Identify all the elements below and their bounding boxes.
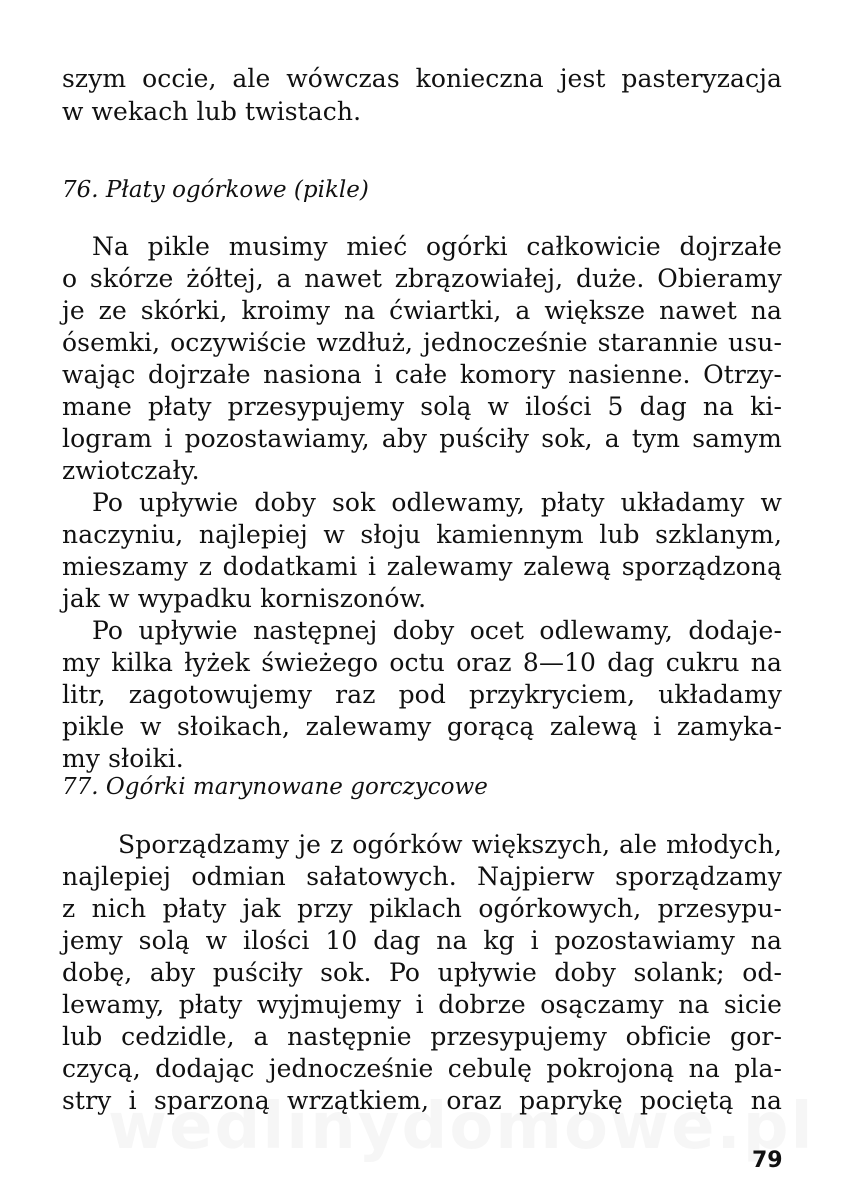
- text-line: naczyniu, najlepiej w słoju kamiennym lub szklanym,: [62, 520, 782, 549]
- text-line: czycą, dodając jednocześnie cebulę pokrojoną na pla-: [62, 1054, 782, 1083]
- page-number: 79: [752, 1148, 783, 1173]
- text-line: Po upływie doby sok odlewamy, płaty układamy w: [92, 488, 782, 517]
- text-line: jak w wypadku korniszonów.: [62, 584, 427, 613]
- text-line: zwiotczały.: [62, 456, 200, 485]
- section-heading: 76. Płaty ogórkowe (pikle): [62, 177, 369, 203]
- text-line: mane płaty przesypujemy solą w ilości 5 dag na ki-: [62, 392, 782, 421]
- text-line: je ze skórki, kroimy na ćwiartki, a większe nawet na: [62, 296, 782, 325]
- text-line: my kilka łyżek świeżego octu oraz 8—10 dag cukru na: [62, 648, 782, 677]
- text-line: lub cedzidle, a następnie przesypujemy obficie gor-: [62, 1022, 782, 1051]
- text-line: Po upływie następnej doby ocet odlewamy, dodaje-: [92, 616, 782, 645]
- text-line: ósemki, oczywiście wzdłuż, jednocześnie starannie usu-: [62, 328, 782, 357]
- text-line: Na pikle musimy mieć ogórki całkowicie dojrzałe: [92, 232, 782, 261]
- section-heading: 77. Ogórki marynowane gorczycowe: [62, 774, 488, 800]
- text-line: z nich płaty jak przy piklach ogórkowych, przesypu-: [62, 894, 782, 923]
- text-line: stry i sparzoną wrzątkiem, oraz paprykę pociętą na: [62, 1086, 782, 1115]
- text-line: Sporządzamy je z ogórków większych, ale młodych,: [118, 830, 782, 859]
- text-line: dobę, aby puściły sok. Po upływie doby solank; od-: [62, 958, 782, 987]
- text-line: logram i pozostawiamy, aby puściły sok, a tym samym: [62, 424, 782, 453]
- watermark: [108, 1090, 815, 1164]
- text-line: wając dojrzałe nasiona i całe komory nasienne. Otrzy-: [62, 360, 782, 389]
- text-line: szym occie, ale wówczas konieczna jest pasteryzacja: [62, 64, 782, 93]
- text-line: o skórze żółtej, a nawet zbrązowiałej, duże. Obieramy: [62, 264, 782, 293]
- text-line: lewamy, płaty wyjmujemy i dobrze osączamy na sicie: [62, 990, 782, 1019]
- text-line: mieszamy z dodatkami i zalewamy zalewą sporządzoną: [62, 552, 782, 581]
- text-line: najlepiej odmian sałatowych. Najpierw sporządzamy: [62, 862, 782, 891]
- text-line: my słoiki.: [62, 744, 184, 773]
- text-line: pikle w słoikach, zalewamy gorącą zalewą i zamyka-: [62, 712, 782, 741]
- text-line: jemy solą w ilości 10 dag na kg i pozostawiamy na: [62, 926, 782, 955]
- text-line: w wekach lub twistach.: [62, 97, 362, 126]
- text-line: litr, zagotowujemy raz pod przykryciem, układamy: [62, 680, 782, 709]
